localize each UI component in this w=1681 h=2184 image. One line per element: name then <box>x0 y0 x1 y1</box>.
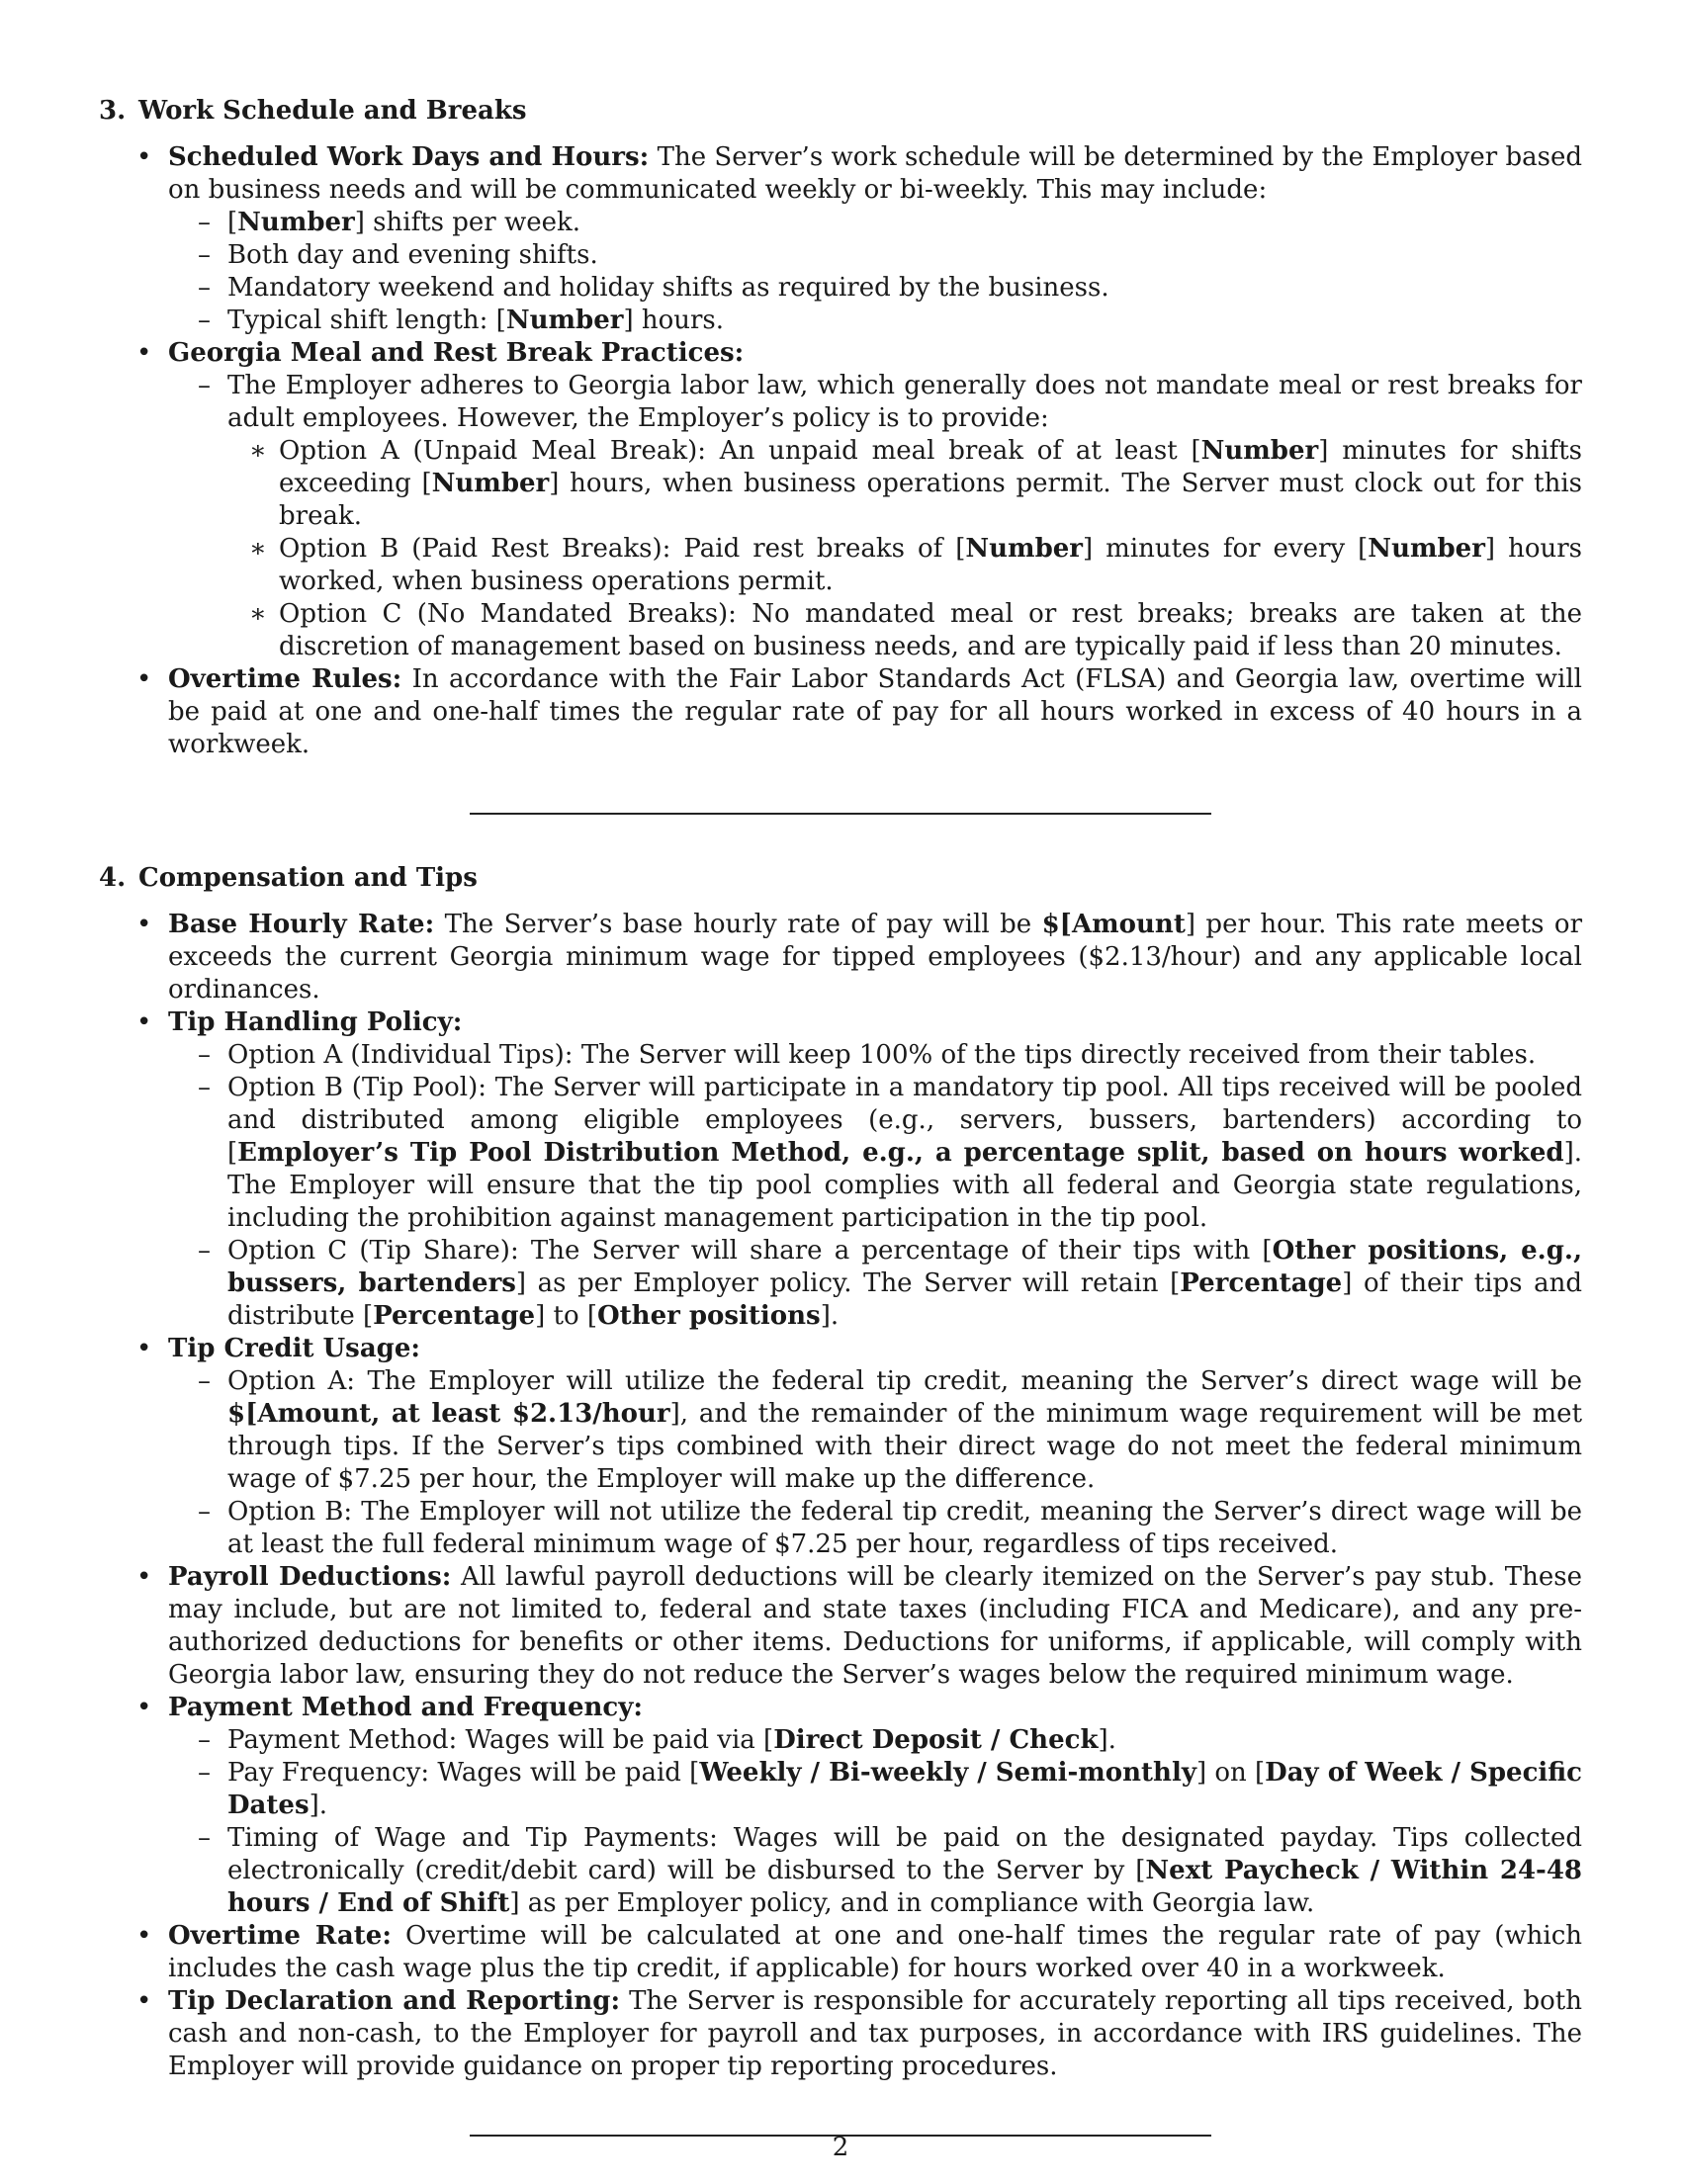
break-option-b <box>227 533 1582 598</box>
placeholder-field: Employer’s Tip Pool Distribution Method, e.g., a percentage split, based on hours worked <box>237 1138 1564 1168</box>
text-span: Both day and evening shifts. <box>227 240 598 270</box>
tip-option-b <box>168 1072 1582 1235</box>
payment-item <box>99 1692 1582 1920</box>
text-span: The Employer adheres to Georgia labor law, which generally does not mandate meal or rest breaks for adult employees. However, the Employer’s policy is to provide: <box>227 371 1582 433</box>
schedule-sub-item <box>168 207 1582 239</box>
text-span: ]. The Employer will ensure that the tip pool complies with all federal and Georgia state regulations, including the prohibition against management participation in the tip pool. <box>227 1138 1582 1233</box>
deductions-label: Payroll Deductions: <box>168 1562 452 1592</box>
placeholder-field: $[Amount <box>1041 910 1186 939</box>
placeholder-field: Day of Week / Specific Dates <box>227 1758 1583 1820</box>
schedule-sublist <box>168 207 1582 337</box>
section-4-number: 4. <box>99 863 127 893</box>
section-3-heading <box>99 95 1582 128</box>
payment-timing <box>168 1822 1582 1920</box>
text-span: Mandatory weekend and holiday shifts as required by the business. <box>227 273 1109 303</box>
deductions-text: All lawful payroll deductions will be clearly itemized on the Server’s pay stub. These may include, but are not limited to, federal and state taxes (including FICA and Medicare), and any pre-authorized deductions for benefits or other items. Deductions for uniforms, if applicable, will comply with Georgia labor law, ensuring they do not reduce the Server’s wages below the required minimum wage. <box>168 1562 1583 1690</box>
text-span: ] to [ <box>535 1301 598 1331</box>
schedule-sub-item <box>168 305 1582 337</box>
text-span: Option B (Tip Pool): The Server will participate in a mandatory tip pool. All tips received will be pooled and distributed among eligible employees (e.g., servers, bussers, bartenders) according to [ <box>227 1073 1582 1168</box>
section-4-title: Compensation and Tips <box>138 863 478 893</box>
section-3-number: 3. <box>99 96 127 126</box>
placeholder-field: Next Paycheck / Within 24-48 hours / End of Shift <box>227 1856 1583 1918</box>
text-span: Option C (No Mandated Breaks): No mandated meal or rest breaks; breaks are taken at the discretion of management based on business needs, and are typically paid if less than 20 minutes. <box>279 599 1582 661</box>
placeholder-field: Percentage <box>373 1301 536 1331</box>
text-span: ] minutes for every [ <box>1083 534 1369 564</box>
overtime-rate-text: Overtime will be calculated at one and one-half times the regular rate of pay (which includes the cash wage plus the tip credit, if applicable) for hours worked over 40 in a workweek. <box>168 1921 1583 1983</box>
break-option-c <box>227 598 1582 663</box>
tip-reporting-item <box>99 1985 1582 2083</box>
placeholder-field: Percentage <box>1180 1268 1343 1298</box>
tip-reporting-label: Tip Declaration and Reporting: <box>168 1986 621 2016</box>
schedule-text: The Server’s work schedule will be determined by the Employer based on business needs and will be communicated weekly or bi-weekly. This may include: <box>168 142 1583 205</box>
text-span: ] minutes for shifts exceeding [ <box>279 436 1583 498</box>
text-span: Payment Method: Wages will be paid via [ <box>227 1725 774 1755</box>
payment-frequency <box>168 1757 1582 1822</box>
text-span: ]. <box>820 1301 840 1331</box>
tip-credit-option-b <box>168 1496 1582 1561</box>
section-divider <box>470 813 1211 815</box>
payment-sublist <box>168 1724 1582 1920</box>
tip-credit-label: Tip Credit Usage: <box>168 1334 420 1363</box>
placeholder-field: Number <box>505 306 624 335</box>
breaks-sublist <box>168 370 1582 663</box>
tip-option-a <box>168 1039 1582 1072</box>
text-span: Option A (Unpaid Meal Break): An unpaid meal break of at least [ <box>279 436 1201 466</box>
breaks-label: Georgia Meal and Rest Break Practices: <box>168 338 745 368</box>
base-rate-label: Base Hourly Rate: <box>168 910 435 939</box>
text-span: Option B: The Employer will not utilize the federal tip credit, meaning the Server’s direct wage will be at least the full federal minimum wage of $7.25 per hour, regardless of tips received. <box>227 1497 1582 1559</box>
tip-handling-label: Tip Handling Policy: <box>168 1007 463 1037</box>
placeholder-field: $[Amount, at least $2.13/hour <box>227 1399 670 1429</box>
deductions-item <box>99 1561 1582 1692</box>
text-span: ] shifts per week. <box>354 208 581 237</box>
overtime-rules-text: In accordance with the Fair Labor Standards Act (FLSA) and Georgia law, overtime will be paid at one and one-half times the regular rate of pay for all hours worked in excess of 40 hours in a workweek. <box>168 664 1582 759</box>
text-span: Option A: The Employer will utilize the federal tip credit, meaning the Server’s direct wage will be <box>227 1366 1582 1396</box>
text-span: Typical shift length: [ <box>227 306 506 335</box>
schedule-sub-item <box>168 239 1582 272</box>
text-span: The Server’s base hourly rate of pay will be <box>434 910 1042 939</box>
tip-option-c <box>168 1235 1582 1333</box>
placeholder-field: Direct Deposit / Check <box>773 1725 1099 1755</box>
placeholder-field: Other positions <box>597 1301 821 1331</box>
placeholder-field: Weekly / Bi-weekly / Semi-monthly <box>699 1758 1196 1788</box>
overtime-rules-label: Overtime Rules: <box>168 664 402 694</box>
placeholder-field: Number <box>1368 534 1485 564</box>
tip-credit-option-a <box>168 1365 1582 1496</box>
text-span: ] hours. <box>623 306 725 335</box>
text-span: ] hours worked, when business operations permit. <box>279 534 1582 596</box>
text-span: Timing of Wage and Tip Payments: Wages will be paid on the designated payday. Tips collected electronically (credit/debit card) will be disbursed to the Server by [ <box>227 1823 1582 1885</box>
text-span: Option C (Tip Share): The Server will share a percentage of their tips with [ <box>227 1236 1273 1266</box>
schedule-sub-item <box>168 272 1582 305</box>
placeholder-field: Number <box>1200 436 1319 466</box>
text-span: ] as per Employer policy. The Server will retain [ <box>515 1268 1181 1298</box>
text-span: ] of their tips and distribute [ <box>227 1268 1583 1331</box>
overtime-rate-label: Overtime Rate: <box>168 1921 392 1951</box>
text-span: ]. <box>1098 1725 1116 1755</box>
payment-label: Payment Method and Frequency: <box>168 1693 643 1722</box>
section-4-heading <box>99 862 1582 895</box>
tip-handling-item <box>99 1006 1582 1333</box>
schedule-label: Scheduled Work Days and Hours: <box>168 142 650 172</box>
breaks-item <box>99 337 1582 663</box>
tip-credit-item <box>99 1333 1582 1561</box>
section-4-list <box>99 909 1582 2083</box>
overtime-rules-item <box>99 663 1582 761</box>
payment-method <box>168 1724 1582 1757</box>
base-rate-item <box>99 909 1582 1006</box>
tip-handling-options <box>168 1039 1582 1333</box>
breaks-options <box>227 435 1582 663</box>
text-span: ]. <box>309 1791 328 1820</box>
text-span: ] hours, when business operations permit. The Server must clock out for this break. <box>279 469 1582 531</box>
text-span: ] on [ <box>1195 1758 1266 1788</box>
tip-credit-options <box>168 1365 1582 1561</box>
text-span: ] as per Employer policy, and in compliance with Georgia law. <box>509 1888 1315 1918</box>
schedule-item <box>99 141 1582 337</box>
breaks-intro <box>168 370 1582 663</box>
section-3-title: Work Schedule and Breaks <box>138 96 527 126</box>
text-span: Pay Frequency: Wages will be paid [ <box>227 1758 700 1788</box>
text-span: ], and the remainder of the minimum wage requirement will be met through tips. If the Server’s tips combined with their direct wage do not meet the federal minimum wage of $7.25 per hour, the Employer will make up the difference. <box>227 1399 1583 1494</box>
text-span: Option A (Individual Tips): The Server will keep 100% of the tips directly received from their tables. <box>227 1040 1537 1070</box>
placeholder-field: Number <box>237 208 355 237</box>
tip-reporting-text: The Server is responsible for accurately reporting all tips received, both cash and non-cash, to the Employer for payroll and tax purposes, in accordance with IRS guidelines. The Employer will provide guidance on proper tip reporting procedures. <box>168 1986 1582 2081</box>
page-content <box>99 95 1582 2184</box>
text-span: [ <box>227 208 238 237</box>
overtime-rate-item <box>99 1920 1582 1985</box>
placeholder-field: Other positions, e.g., bussers, bartenders <box>227 1236 1583 1298</box>
placeholder-field: Number <box>965 534 1083 564</box>
placeholder-field: Number <box>431 469 550 498</box>
text-span: ] per hour. This rate meets or exceeds the current Georgia minimum wage for tipped employees ($2.13/hour) and any applicable local ordinances. <box>168 910 1582 1005</box>
break-option-a <box>227 435 1582 533</box>
text-span: Option B (Paid Rest Breaks): Paid rest breaks of [ <box>279 534 966 564</box>
page-number: 2 <box>832 2133 849 2162</box>
section-3-list <box>99 141 1582 761</box>
